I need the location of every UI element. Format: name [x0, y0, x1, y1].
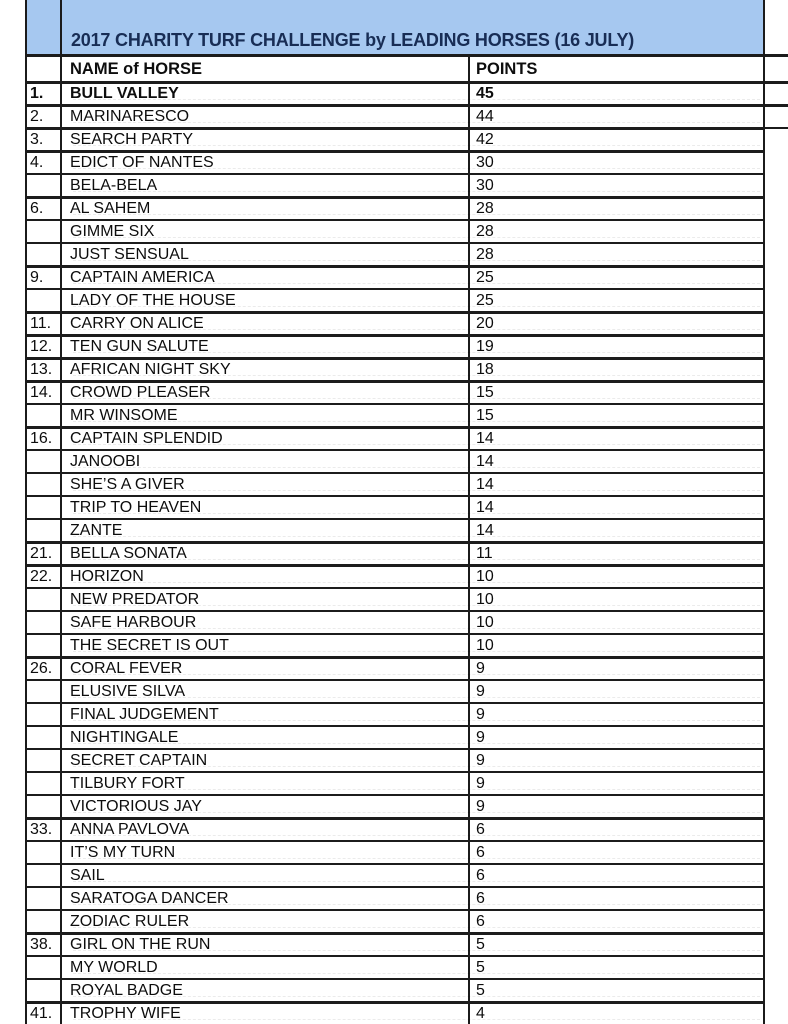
- table-row: [27, 564, 763, 587]
- table-row: [27, 725, 763, 748]
- horse-name-cell: SAIL: [62, 865, 470, 886]
- horse-name-cell: MY WORLD: [62, 957, 470, 978]
- gridline-extension: [763, 81, 788, 84]
- rank-cell: 41.: [27, 1004, 62, 1024]
- rank-cell: 16.: [27, 429, 62, 449]
- table-row: [27, 518, 763, 541]
- table-row: [27, 288, 763, 311]
- table-row: [27, 656, 763, 679]
- horse-name-cell: CAPTAIN SPLENDID: [62, 429, 470, 449]
- table-row: [27, 679, 763, 702]
- rank-cell: [27, 405, 62, 426]
- points-cell: 9: [476, 797, 485, 815]
- horse-name-cell: NIGHTINGALE: [62, 727, 470, 748]
- rank-cell: [27, 957, 62, 978]
- table-row: [27, 265, 763, 288]
- rank-cell: 14.: [27, 383, 62, 403]
- points-cell: 10: [476, 613, 494, 631]
- points-cell: 14: [476, 452, 494, 470]
- rank-cell: [27, 796, 62, 817]
- horse-name-cell: SHE’S A GIVER: [62, 474, 470, 495]
- rank-cell: [27, 681, 62, 702]
- rank-cell: 22.: [27, 567, 62, 587]
- horse-name-cell: BULL VALLEY: [62, 84, 470, 104]
- title-rank-strip: [27, 0, 62, 54]
- horse-name-cell: GIMME SIX: [62, 221, 470, 242]
- rank-cell: [27, 980, 62, 1001]
- points-cell: 9: [476, 705, 485, 723]
- points-cell: 30: [476, 154, 494, 171]
- points-cell: 6: [476, 889, 485, 907]
- points-cell: 28: [476, 200, 494, 217]
- table-row: [27, 587, 763, 610]
- rank-cell: [27, 704, 62, 725]
- points-cell: 11: [476, 545, 493, 562]
- table-row: [27, 1001, 763, 1024]
- rank-cell: 38.: [27, 935, 62, 955]
- rank-cell: 11.: [27, 314, 62, 334]
- points-column-header: POINTS: [476, 59, 538, 78]
- table-row: [27, 541, 763, 564]
- horse-name-cell: SECRET CAPTAIN: [62, 750, 470, 771]
- rank-cell: 21.: [27, 544, 62, 564]
- points-cell: 25: [476, 291, 494, 309]
- points-cell: 9: [476, 682, 485, 700]
- horse-name-cell: JUST SENSUAL: [62, 244, 470, 265]
- gridline-extension: [763, 54, 788, 57]
- table-row: [27, 104, 763, 127]
- rank-header-cell: [27, 57, 62, 81]
- table-header-row: [27, 57, 763, 81]
- rank-cell: [27, 612, 62, 633]
- points-cell: 5: [476, 958, 485, 976]
- horse-name-cell: SAFE HARBOUR: [62, 612, 470, 633]
- points-cell: 25: [476, 269, 494, 286]
- points-cell: 30: [476, 176, 494, 194]
- rank-cell: [27, 635, 62, 656]
- horse-name-cell: IT’S MY TURN: [62, 842, 470, 863]
- horse-name-cell: GIRL ON THE RUN: [62, 935, 470, 955]
- horse-name-cell: VICTORIOUS JAY: [62, 796, 470, 817]
- points-cell: 9: [476, 660, 485, 677]
- table-row: [27, 196, 763, 219]
- points-cell: 14: [476, 498, 494, 516]
- rank-cell: [27, 773, 62, 794]
- table-row: [27, 748, 763, 771]
- leaderboard-table: [25, 0, 765, 1024]
- horse-name-cell: SARATOGA DANCER: [62, 888, 470, 909]
- horse-name-cell: AFRICAN NIGHT SKY: [62, 360, 470, 380]
- rank-cell: [27, 451, 62, 472]
- rank-cell: [27, 750, 62, 771]
- rank-cell: 1.: [27, 84, 62, 104]
- rank-cell: 6.: [27, 199, 62, 219]
- table-row: [27, 173, 763, 196]
- points-cell: 6: [476, 821, 485, 838]
- table-row: [27, 909, 763, 932]
- horse-name-cell: NEW PREDATOR: [62, 589, 470, 610]
- points-cell: 15: [476, 406, 494, 424]
- table-row: [27, 771, 763, 794]
- name-column-header: NAME of HORSE: [62, 57, 470, 81]
- rank-cell: 12.: [27, 337, 62, 357]
- table-row: [27, 886, 763, 909]
- horse-name-cell: CORAL FEVER: [62, 659, 470, 679]
- rank-cell: [27, 290, 62, 311]
- rank-cell: [27, 244, 62, 265]
- points-cell: 5: [476, 981, 485, 999]
- rank-cell: 13.: [27, 360, 62, 380]
- points-cell: 19: [476, 338, 494, 355]
- points-cell: 5: [476, 936, 485, 953]
- rank-cell: 9.: [27, 268, 62, 288]
- table-row: [27, 403, 763, 426]
- table-row: [27, 633, 763, 656]
- horse-name-cell: CAPTAIN AMERICA: [62, 268, 470, 288]
- rank-cell: [27, 842, 62, 863]
- table-row: [27, 242, 763, 265]
- rank-cell: [27, 589, 62, 610]
- horse-name-cell: ELUSIVE SILVA: [62, 681, 470, 702]
- horse-name-cell: BELA-BELA: [62, 175, 470, 196]
- gridline-extension: [763, 127, 788, 129]
- points-cell: 6: [476, 912, 485, 930]
- points-cell: 14: [476, 521, 494, 539]
- points-cell: 44: [476, 108, 494, 125]
- table-row: [27, 426, 763, 449]
- horse-name-cell: HORIZON: [62, 567, 470, 587]
- points-cell: 28: [476, 245, 494, 263]
- table-row: [27, 932, 763, 955]
- table-row: [27, 794, 763, 817]
- table-row: [27, 472, 763, 495]
- page-title: 2017 CHARITY TURF CHALLENGE by LEADING HORSES (16 JULY): [71, 30, 635, 50]
- table-row: [27, 380, 763, 403]
- table-row: [27, 127, 763, 150]
- horse-name-cell: THE SECRET IS OUT: [62, 635, 470, 656]
- rank-cell: 26.: [27, 659, 62, 679]
- horse-name-cell: ZODIAC RULER: [62, 911, 470, 932]
- points-cell: 10: [476, 568, 494, 585]
- horse-name-cell: ROYAL BADGE: [62, 980, 470, 1001]
- horse-name-cell: EDICT OF NANTES: [62, 153, 470, 173]
- table-row: [27, 817, 763, 840]
- points-cell: 28: [476, 222, 494, 240]
- table-row: [27, 610, 763, 633]
- horse-name-cell: ANNA PAVLOVA: [62, 820, 470, 840]
- table-row: [27, 81, 763, 104]
- table-row: [27, 955, 763, 978]
- rank-cell: [27, 888, 62, 909]
- horse-name-cell: LADY OF THE HOUSE: [62, 290, 470, 311]
- table-row: [27, 357, 763, 380]
- table-row: [27, 863, 763, 886]
- rank-cell: 3.: [27, 130, 62, 150]
- table-row: [27, 495, 763, 518]
- horse-name-cell: JANOOBI: [62, 451, 470, 472]
- title-band: [27, 0, 763, 57]
- horse-name-cell: TILBURY FORT: [62, 773, 470, 794]
- table-row: [27, 150, 763, 173]
- table-row: [27, 840, 763, 863]
- rank-cell: 33.: [27, 820, 62, 840]
- rank-cell: [27, 175, 62, 196]
- rank-cell: 4.: [27, 153, 62, 173]
- table-row: [27, 219, 763, 242]
- title-cell: [62, 0, 763, 54]
- horse-name-cell: BELLA SONATA: [62, 544, 470, 564]
- horse-name-cell: MARINARESCO: [62, 107, 470, 127]
- rank-cell: [27, 727, 62, 748]
- gridline-extension: [763, 104, 788, 107]
- horse-name-cell: CARRY ON ALICE: [62, 314, 470, 334]
- table-body: [27, 81, 763, 1024]
- table-row: [27, 978, 763, 1001]
- points-cell: 6: [476, 843, 485, 861]
- rank-cell: [27, 221, 62, 242]
- rank-cell: [27, 911, 62, 932]
- points-cell: 14: [476, 430, 494, 447]
- rank-cell: 2.: [27, 107, 62, 127]
- points-cell: 10: [476, 590, 494, 608]
- rank-cell: [27, 520, 62, 541]
- points-cell: 9: [476, 774, 485, 792]
- points-cell: 18: [476, 361, 494, 378]
- points-cell: 15: [476, 384, 494, 401]
- table-row: [27, 702, 763, 725]
- points-cell: 20: [476, 315, 494, 332]
- rank-cell: [27, 865, 62, 886]
- points-cell: 6: [476, 866, 485, 884]
- horse-name-cell: FINAL JUDGEMENT: [62, 704, 470, 725]
- points-cell: 42: [476, 131, 494, 148]
- points-cell: 9: [476, 728, 485, 746]
- points-cell: 9: [476, 751, 485, 769]
- horse-name-cell: ZANTE: [62, 520, 470, 541]
- horse-name-cell: CROWD PLEASER: [62, 383, 470, 403]
- points-cell: 45: [476, 85, 494, 102]
- horse-name-cell: TEN GUN SALUTE: [62, 337, 470, 357]
- table-row: [27, 311, 763, 334]
- horse-name-cell: MR WINSOME: [62, 405, 470, 426]
- horse-name-cell: AL SAHEM: [62, 199, 470, 219]
- points-cell: 14: [476, 475, 494, 493]
- rank-cell: [27, 474, 62, 495]
- points-cell: 4: [476, 1005, 485, 1022]
- horse-name-cell: TROPHY WIFE: [62, 1004, 470, 1024]
- points-cell: 10: [476, 636, 494, 654]
- rank-cell: [27, 497, 62, 518]
- table-row: [27, 449, 763, 472]
- horse-name-cell: SEARCH PARTY: [62, 130, 470, 150]
- horse-name-cell: TRIP TO HEAVEN: [62, 497, 470, 518]
- table-row: [27, 334, 763, 357]
